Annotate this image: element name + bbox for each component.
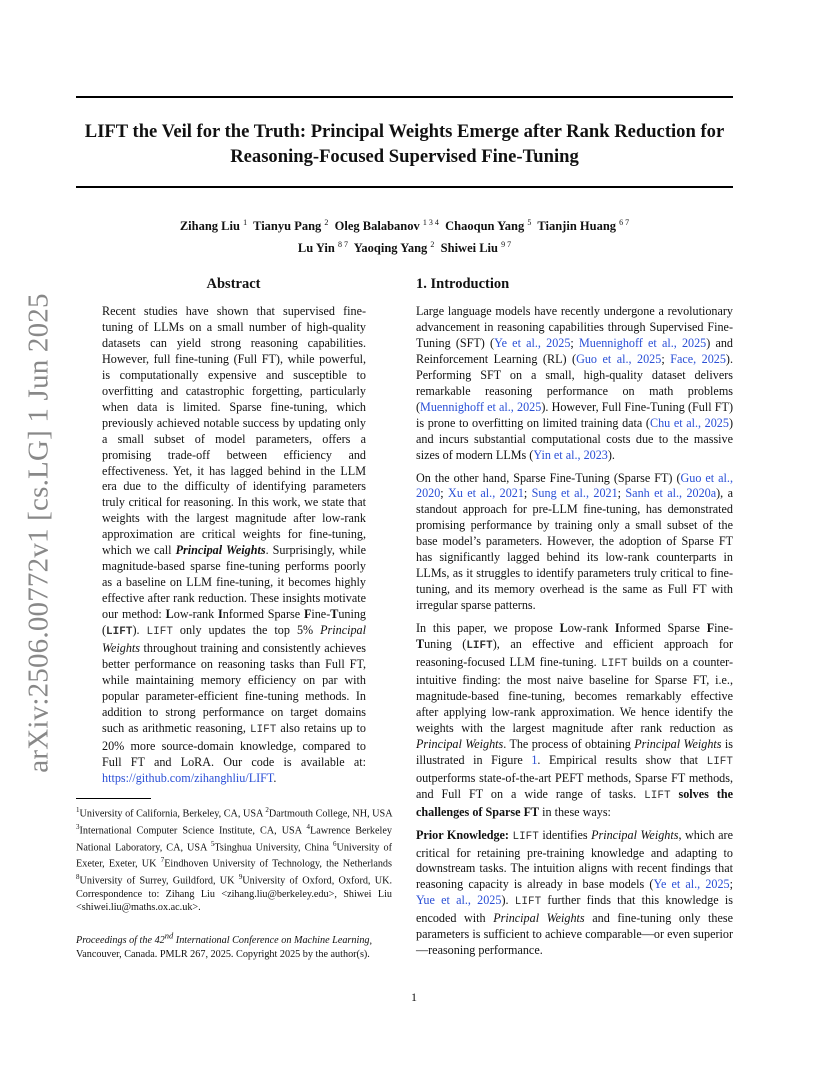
- footnote-rule: [76, 798, 151, 799]
- citation-link[interactable]: Ye et al., 2025: [653, 877, 730, 892]
- author: Lu Yin $^{8 7}$: [297, 239, 348, 255]
- introduction-text: [416, 304, 733, 966]
- citation-link[interactable]: Sung et al., 2021: [531, 486, 618, 501]
- author: Oleg Balabanov $^{1 3 4}$: [334, 218, 439, 234]
- abstract-heading: Abstract: [206, 276, 261, 292]
- citation-link[interactable]: Chu et al., 2025: [649, 415, 729, 430]
- author: Shiwei Liu $^{9 7}$: [440, 239, 512, 255]
- authors-line-1: [76, 214, 733, 236]
- citation-link[interactable]: Muennighoff et al., 2025: [420, 399, 542, 414]
- citation-link[interactable]: Sanh et al., 2020a: [625, 486, 717, 501]
- proceedings-note: Proceedings of the 42nd International Conference on Machine Learning, Vancouver, Canada. PMLR 267, 2025. Copyright 2025 by the author(s).: [76, 931, 373, 960]
- title-line-1: LIFT the Veil for the Truth: Principal Weights Emerge after Rank Reduction for: [84, 121, 725, 142]
- author: Tianjin Huang $^{6 7}$: [537, 218, 630, 234]
- citation-link[interactable]: Yue et al., 2025: [416, 893, 502, 908]
- affiliations-footnote: $^1$University of California, Berkeley, CA, USA $^2$Dartmouth College, NH, USA $^3$International Computer Science Institute, CA, USA $^4$Lawrence Berkeley National Laboratory, CA, USA $^5$Tsinghua University, China $^6$University of Exeter, Exeter, UK $^7$Eindhoven University of Technology, the Netherlands $^8$University of Surrey, Guildford, UK $^9$University of Oxford, Oxford, UK. Correspondence to: Zihang Liu <zihang.liu@berkeley.edu>, Shiwei Liu <shiwei.liu@maths.ox.ac.uk>.: [76, 806, 393, 914]
- title-bottom-rule: [76, 186, 733, 188]
- author: Yaoqing Yang $^2$: [353, 239, 435, 255]
- authors-line-2: [76, 236, 733, 258]
- intro-paragraph-2: On the other hand, Sparse Fine-Tuning (Sparse FT) (Guo et al., 2020; Xu et al., 2021; Sung et al., 2021; Sanh et al., 2020a), a standout approach for pre-LLM fine-tuning, has demonstrated promising performance by training only a small subset of the base model’s parameters. However, the adoption of Sparse FT has significantly lagged behind its low-rank counterparts in LLMs, as it struggles to identify parameters truly critical to fine-tuning, and its memory overhead is the same as Full FT with irregular sparse patterns.: [416, 470, 733, 613]
- abstract-text: Recent studies have shown that supervised fine-tuning of LLMs on a small number of high-quality datasets can yield strong reasoning capabilities. However, full fine-tuning (Full FT), while powerful, is computationally expensive and susceptible to overfitting and catastrophic forgetting, particularly when data is limited. Sparse fine-tuning, which previously achieved notable success by updating only a small subset of model parameters, offers a promising trade-off between efficiency and effectiveness. Yet, it has lagged behind in the LLM era due to the difficulty of identifying parameters truly critical for reasoning. In this work, we state that weights with the largest magnitude after low-rank approximation are critical weights for fine-tuning, which we call Principal Weights. Surprisingly, while magnitude-based sparse fine-tuning performs poorly as a baseline on LLM fine-tuning, it becomes highly effective after rank reduction. These insights motivate our method: Low-rank Informed Sparse Fine-Tuning (LIFT). LIFT only updates the top 5% Principal Weights throughout training and consistently achieves better performance on reasoning tasks than Full FT, while maintaining memory efficiency on par with popular parameter-efficient fine-tuning methods. In addition to strong performance on target domains such as arithmetic reasoning, LIFT also retains up to 20% more source-domain knowledge, compared to Full FT and LoRA. Our code is available at: https://github.com/zihanghliu/LIFT.: [102, 304, 366, 785]
- intro-paragraph-3: In this paper, we propose Low-rank Informed Sparse Fine-Tuning (LIFT), an effective and efficient approach for reasoning-focused LLM fine-tuning. LIFT builds on a counter-intuitive finding: the most naive baseline for Sparse FT, i.e., magnitude-based fine-tuning, becomes remarkably effective after applying low-rank approximation. We hence identify the weights with the largest magnitude after rank reduction as Principal Weights. The process of obtaining Principal Weights is illustrated in Figure 1. Empirical results show that LIFT outperforms state-of-the-art PEFT methods, Sparse FT methods, and Full FT on a wide range of tasks. LIFT solves the challenges of Sparse FT in these ways:: [416, 621, 734, 819]
- citation-link[interactable]: Yin et al., 2023: [533, 447, 608, 462]
- page-number: 1: [411, 990, 417, 1004]
- paper-title: [76, 119, 733, 169]
- author: Chaoqun Yang $^5$: [445, 218, 532, 234]
- arxiv-identifier: [22, 293, 56, 773]
- citation-link[interactable]: Xu et al., 2021: [448, 486, 524, 501]
- citation-link[interactable]: Guo et al., 2025: [576, 351, 662, 366]
- introduction-heading: 1. Introduction: [416, 276, 510, 292]
- intro-paragraph-1: Large language models have recently undergone a revolutionary advancement in reasoning capabilities through Supervised Fine-Tuning (SFT) (Ye et al., 2025; Muennighoff et al., 2025) and Reinforcement Learning (RL) (Guo et al., 2025; Face, 2025). Performing SFT on a small, high-quality dataset delivers remarkable reasoning performance on math problems (Muennighoff et al., 2025). However, Full Fine-Tuning (Full FT) is prone to overfitting on limited training data (Chu et al., 2025) and incurs substantial computational costs due to the massive sizes of modern LLMs (Yin et al., 2023).: [416, 304, 734, 462]
- title-line-2: Reasoning-Focused Supervised Fine-Tuning: [230, 146, 579, 167]
- author: Zihang Liu $^1$: [179, 218, 248, 234]
- author: Tianyu Pang $^2$: [253, 218, 329, 234]
- citation-link[interactable]: Guo et al., 2020: [416, 470, 733, 501]
- arxiv-id-text: arXiv:2506.00772v1 [cs.LG] 1 Jun 2025: [22, 293, 55, 773]
- author-list: [76, 214, 733, 257]
- intro-paragraph-4: Prior Knowledge: LIFT identifies Principal Weights, which are critical for retaining pre-training knowledge and adapting to downstream tasks. The intuition aligns with recent findings that reasoning capacity is already in base models (Ye et al., 2025; Yue et al., 2025). LIFT further finds that this knowledge is encoded with Principal Weights and fine-tuning only these parameters is sufficient to achieve comparable—or even superior—reasoning performance.: [416, 827, 733, 958]
- citation-link[interactable]: Ye et al., 2025: [494, 335, 571, 350]
- top-rule: [76, 96, 733, 98]
- code-link[interactable]: https://github.com/zihanghliu/LIFT: [102, 770, 274, 785]
- figure-link[interactable]: 1: [531, 752, 538, 767]
- citation-link[interactable]: Muennighoff et al., 2025: [578, 335, 707, 350]
- citation-link[interactable]: Face, 2025: [670, 351, 726, 366]
